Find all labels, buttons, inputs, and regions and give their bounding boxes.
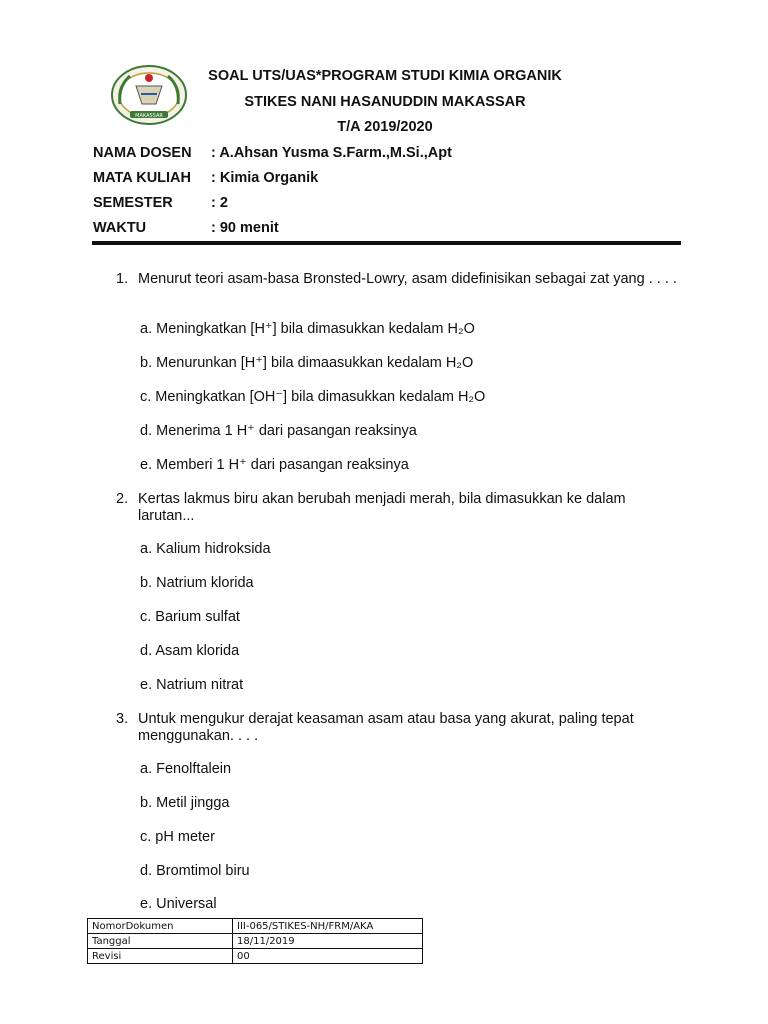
table-cell-value: III-065/STIKES-NH/FRM/AKA (233, 919, 423, 934)
answer-option: d. Menerima 1 H⁺ dari pasangan reaksinya (140, 423, 417, 439)
answer-option: c. pH meter (140, 829, 215, 845)
answer-option: e. Natrium nitrat (140, 677, 244, 693)
answer-option: a. Meningkatkan [H⁺] bila dimasukkan kedalam H₂O (140, 321, 475, 337)
answer-option: a. Kalium hidroksida (140, 541, 271, 557)
header-title-line2: STIKES NANI HASANUDDIN MAKASSAR (244, 94, 526, 110)
answer-option: c. Meningkatkan [OH⁻] bila dimasukkan kedalam H₂O (140, 389, 486, 405)
answer-option: b. Menurunkan [H⁺] bila dimaasukkan kedalam H₂O (140, 355, 474, 371)
answer-option: b. Metil jingga (140, 795, 230, 811)
info-value: : 90 menit (211, 220, 279, 236)
answer-option: b. Natrium klorida (140, 575, 254, 591)
info-value: : A.Ahsan Yusma S.Farm.,M.Si.,Apt (211, 145, 452, 161)
question-number: 1. (116, 271, 129, 287)
info-label: MATA KULIAH (93, 170, 191, 186)
question-text: Menurut teori asam-basa Bronsted-Lowry, asam didefinisikan sebagai zat yang . . . . (138, 271, 677, 287)
question-number: 3. (116, 711, 129, 727)
question-text: Kertas lakmus biru akan berubah menjadi merah, bila dimasukkan ke dalam larutan... (138, 491, 626, 524)
table-cell-value: 18/11/2019 (233, 934, 423, 949)
answer-option: e. Memberi 1 H⁺ dari pasangan reaksinya (140, 457, 409, 473)
info-label: WAKTU (93, 220, 147, 236)
question-text: Untuk mengukur derajat keasaman asam atau basa yang akurat, paling tepat menggunakan. . . . (138, 711, 634, 744)
answer-option: e. Universal (140, 896, 217, 912)
answer-option: c. Barium sulfat (140, 609, 240, 625)
header-title-line1: SOAL UTS/UAS*PROGRAM STUDI KIMIA ORGANIK (208, 68, 562, 84)
header-divider (92, 241, 681, 245)
info-value: : 2 (211, 195, 228, 211)
info-label: SEMESTER (93, 195, 173, 211)
table-row (88, 949, 423, 964)
institution-logo (110, 64, 188, 126)
table-cell-key: Tanggal (88, 934, 233, 949)
svg-text:MAKASSAR: MAKASSAR (135, 113, 163, 119)
table-cell-key: Revisi (88, 949, 233, 964)
table-row (88, 919, 423, 934)
question-number: 2. (116, 491, 129, 507)
answer-option: d. Asam klorida (140, 643, 240, 659)
answer-option: a. Fenolftalein (140, 761, 232, 777)
document-info-table (87, 918, 423, 964)
info-value: : Kimia Organik (211, 170, 319, 186)
answer-option: d. Bromtimol biru (140, 863, 250, 879)
table-row (88, 934, 423, 949)
table-cell-key: NomorDokumen (88, 919, 233, 934)
table-cell-value: 00 (233, 949, 423, 964)
header-title-line3: T/A 2019/2020 (337, 119, 433, 135)
info-label: NAMA DOSEN (93, 145, 192, 161)
